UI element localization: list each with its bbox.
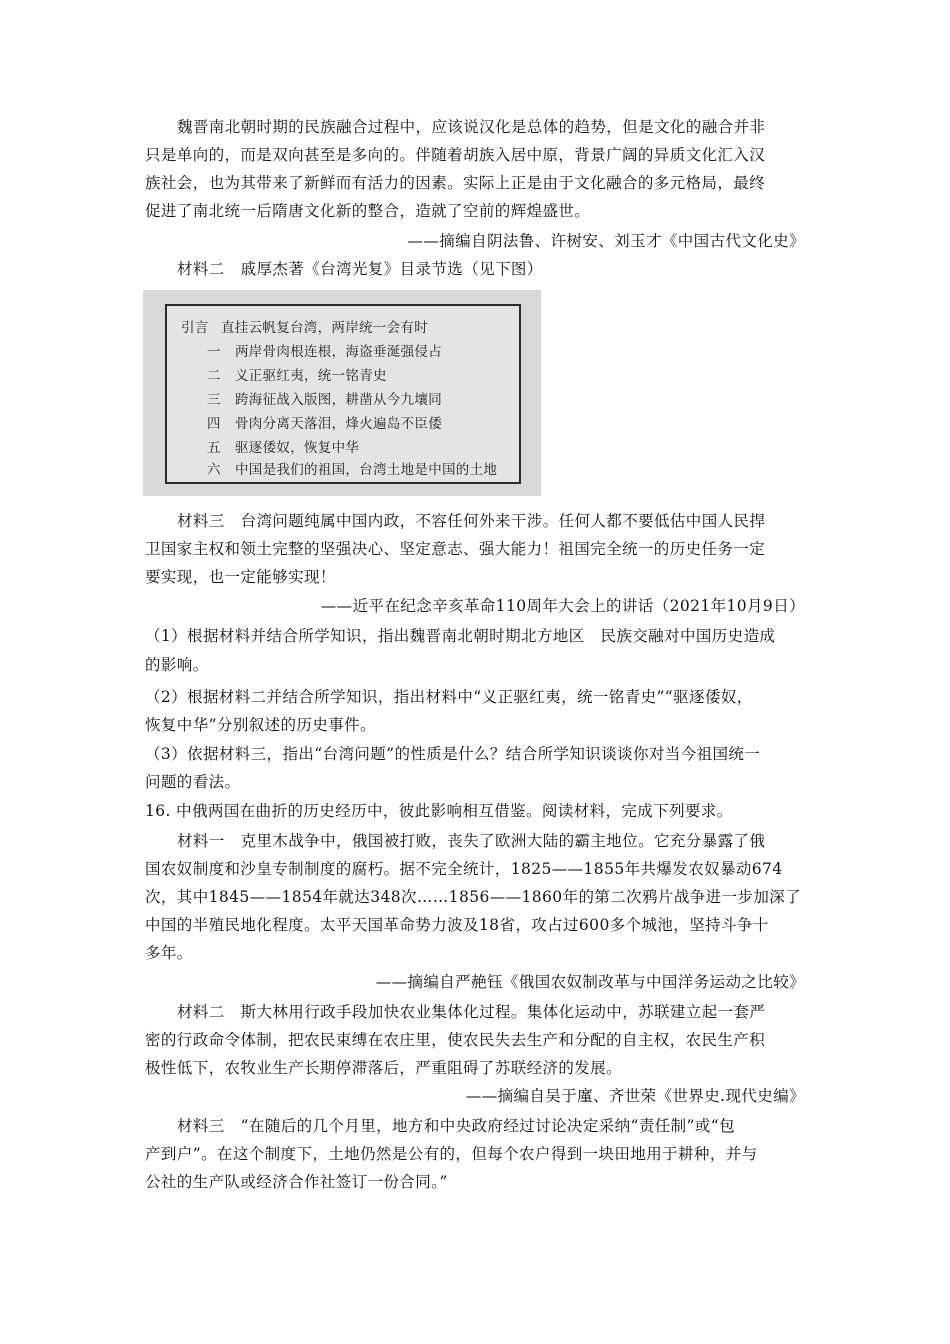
paragraph-line: 产到户”。在这个制度下，土地仍然是公有的，但每个农户得到一块田地用于耕种，并与 [145,1145,758,1163]
question-line: 的影响。 [145,656,209,674]
toc-item-num: 四 [207,416,221,432]
paragraph-line: 材料二 斯大林用行政手段加快农业集体化过程。集体化运动中，苏联建立起一套严 [177,1003,766,1021]
paragraph-line: 卫国家主权和领土完整的坚强决心、坚定意志、强大能力！祖国完全统一的历史任务一定 [145,540,766,558]
paragraph-line: 密的行政命令体制，把农民束缚在农庄里，使农民失去生产和分配的自主权，农民生产积 [145,1031,766,1049]
paragraph-line: 促进了南北统一后隋唐文化新的整合，造就了空前的辉煌盛世。 [145,202,591,220]
toc-item-num: 六 [207,462,221,478]
paragraph-line: 公社的生产队或经济合作社签订一份合同。” [145,1173,448,1191]
paragraph-line: 材料三 台湾问题纯属中国内政，不容任何外来干涉。任何人都不要低估中国人民捍 [177,512,766,530]
source-citation: ——摘编自严赩钰《俄国农奴制改革与中国洋务运动之比较》 [375,973,805,991]
question-line: （1）根据材料并结合所学知识，指出魏晋南北朝时期北方地区 民族交融对中国历史造成 [145,627,776,645]
toc-item [207,368,387,384]
question-line: （2）根据材料二并结合所学知识，指出材料中“义正驱红夷，统一铭青史”“驱逐倭奴， [145,688,753,706]
paragraph-line: 只是单向的，而是双向甚至是多向的。伴随着胡族入居中原，背景广阔的异质文化汇入汉 [145,146,766,164]
toc-item-text: 骨肉分离天落泪，烽火遍岛不臣倭 [235,416,442,432]
toc-box [165,304,521,484]
toc-item-text: 中国是我们的祖国，台湾土地是中国的土地 [235,462,498,478]
material-title: 材料二 戚厚杰著《台湾光复》目录节选（见下图） [177,260,543,278]
question-line: （3）依据材料三，指出“台湾问题”的性质是什么？结合所学知识谈谈你对当今祖国统一 [145,745,761,763]
toc-item-num: 二 [207,368,221,384]
paragraph-line: 中国的半殖民地化程度。太平天国革命势力波及18省，攻占过600多个城池，坚持斗争十 [145,916,769,934]
toc-intro [181,320,428,336]
toc-item [207,440,359,456]
toc-item-text: 跨海征战入版图，耕凿从今九壤同 [235,392,442,408]
paragraph-line: 国农奴制度和沙皇专制制度的腐朽。据不完全统计，1825——1855年共爆发农奴暴动674 [145,860,783,878]
source-citation: ——近平在纪念辛亥革命110周年大会上的讲话（2021年10月9日） [320,597,805,615]
toc-intro-label: 引言 [181,320,209,336]
toc-item-num: 三 [207,392,221,408]
paragraph-line: 材料一 克里木战争中，俄国被打败，丧失了欧洲大陆的霸主地位。它充分暴露了俄 [177,832,766,850]
toc-item [207,462,497,478]
toc-item-text: 两岸骨肉根连根，海盗垂涎强侵占 [235,344,442,360]
question-line: 问题的看法。 [145,773,241,791]
paragraph-line: 次，其中1845——1854年就达348次……1856——1860年的第二次鸦片战争进一步加深了 [145,888,802,906]
paragraph-line: 要实现，也一定能够实现！ [145,568,336,586]
source-citation: ——摘编自阴法鲁、许树安、刘玉才《中国古代文化史》 [407,232,805,250]
toc-intro-text: 直挂云帆复台湾，两岸统一会有时 [221,320,428,336]
toc-item [207,344,442,360]
paragraph-line: 族社会，也为其带来了新鲜而有活力的因素。实际上正是由于文化融合的多元格局，最终 [145,174,766,192]
question-title: 16. 中俄两国在曲折的历史经历中，彼此影响相互借鉴。阅读材料，完成下列要求。 [145,802,733,820]
paragraph-line: 极性低下，农牧业生产长期停滞落后，严重阻碍了苏联经济的发展。 [145,1059,623,1077]
paragraph-line: 多年。 [145,944,193,962]
toc-item-text: 驱逐倭奴，恢复中华 [235,440,360,456]
source-citation: ——摘编自吴于廑、齐世荣《世界史.现代史编》 [465,1087,805,1105]
paragraph-line: 魏晋南北朝时期的民族融合过程中，应该说汉化是总体的趋势，但是文化的融合并非 [177,118,766,136]
toc-item [207,416,442,432]
toc-item-text: 义正驱红夷，统一铭青史 [235,368,387,384]
toc-item [207,392,442,408]
paragraph-line: 材料三 “在随后的几个月里，地方和中央政府经过讨论决定采纳“责任制”或“包 [177,1117,735,1135]
toc-photo [143,290,541,496]
toc-item-num: 五 [207,440,221,456]
question-line: 恢复中华”分别叙述的历史事件。 [145,716,376,734]
toc-item-num: 一 [207,344,221,360]
